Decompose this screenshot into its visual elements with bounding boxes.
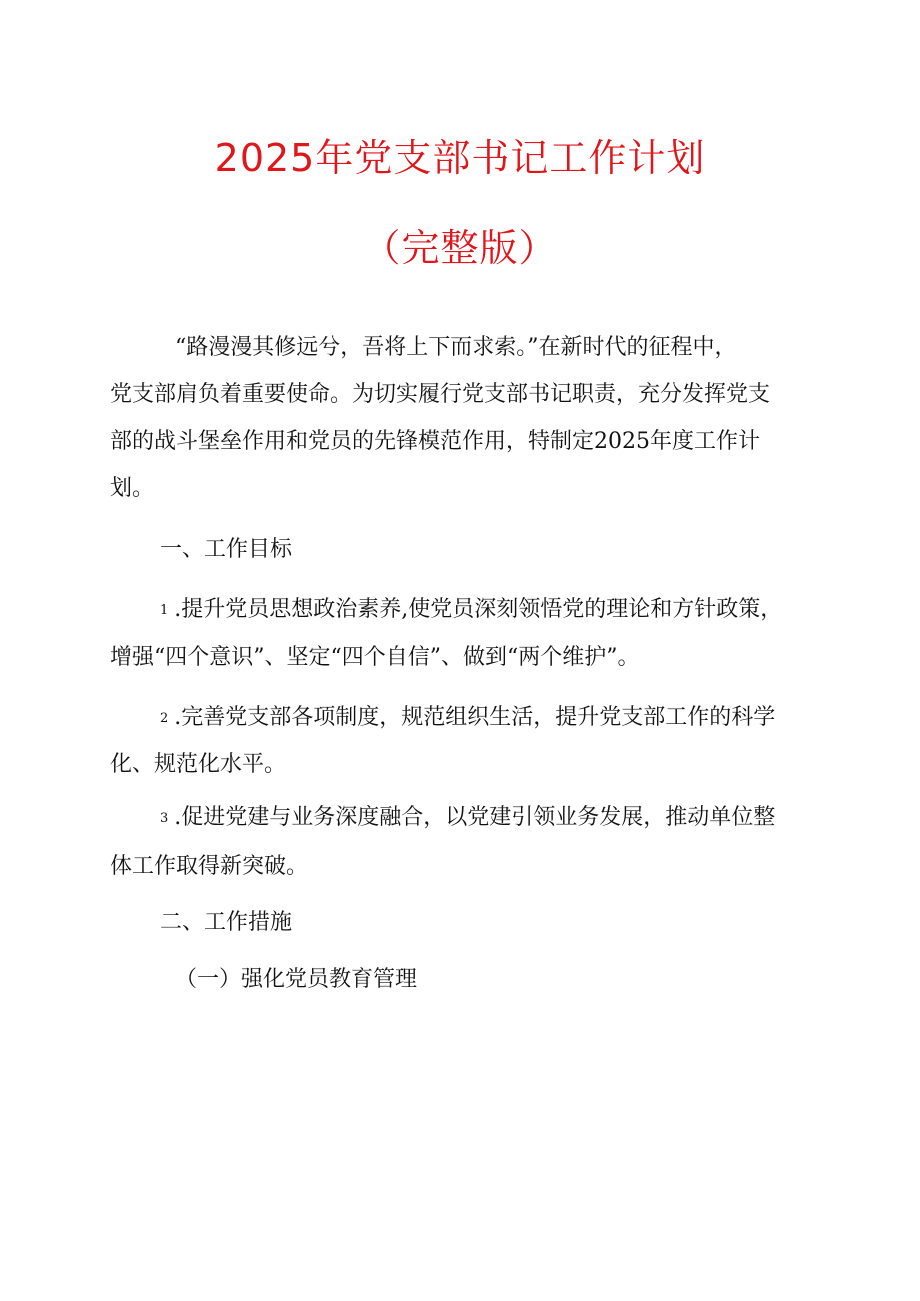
section-heading-measures: 二、工作措施 [160,910,293,935]
section-heading-goals: 一、工作目标 [160,537,293,562]
goal-item-3-text: .促进党建与业务深度融合，以党建引领业务发展，推动单位整 [174,805,776,830]
goal-item-1-number: 1 [160,602,169,618]
goal-item-3-number: 3 [160,810,169,826]
goal-item-1-line-2: 增强“四个意识”、坚定“四个自信”、做到“两个维护”。 [110,645,640,670]
subsection-heading-education: （一）强化党员教育管理 [175,967,418,992]
goal-item-2-line-1 [160,700,775,731]
goal-item-3-line-1 [160,800,775,831]
goal-item-2-line-2: 化、规范化水平。 [110,752,287,777]
goal-item-1-text: .提升党员思想政治素养,使党员深刻领悟党的理论和方针政策， [174,597,783,622]
goal-item-1-line-1 [160,592,782,623]
goal-item-2-text: .完善党支部各项制度，规范组织生活，提升党支部工作的科学 [174,705,776,730]
intro-line-2: 党支部肩负着重要使命。为切实履行党支部书记职责，充分发挥党支 [110,382,771,407]
intro-line-3: 部的战斗堡垒作用和党员的先锋模范作用，特制定2025年度工作计 [110,429,760,454]
goal-item-2-number: 2 [160,710,169,726]
document-title: 2025年党支部书记工作计划 [214,136,706,180]
document-subtitle: （完整版） [362,226,558,270]
intro-line-1: “路漫漫其修远兮，吾将上下而求索。”在新时代的征程中， [175,335,737,360]
goal-item-3-line-2: 体工作取得新突破。 [110,854,309,879]
intro-line-4: 划。 [110,476,155,501]
